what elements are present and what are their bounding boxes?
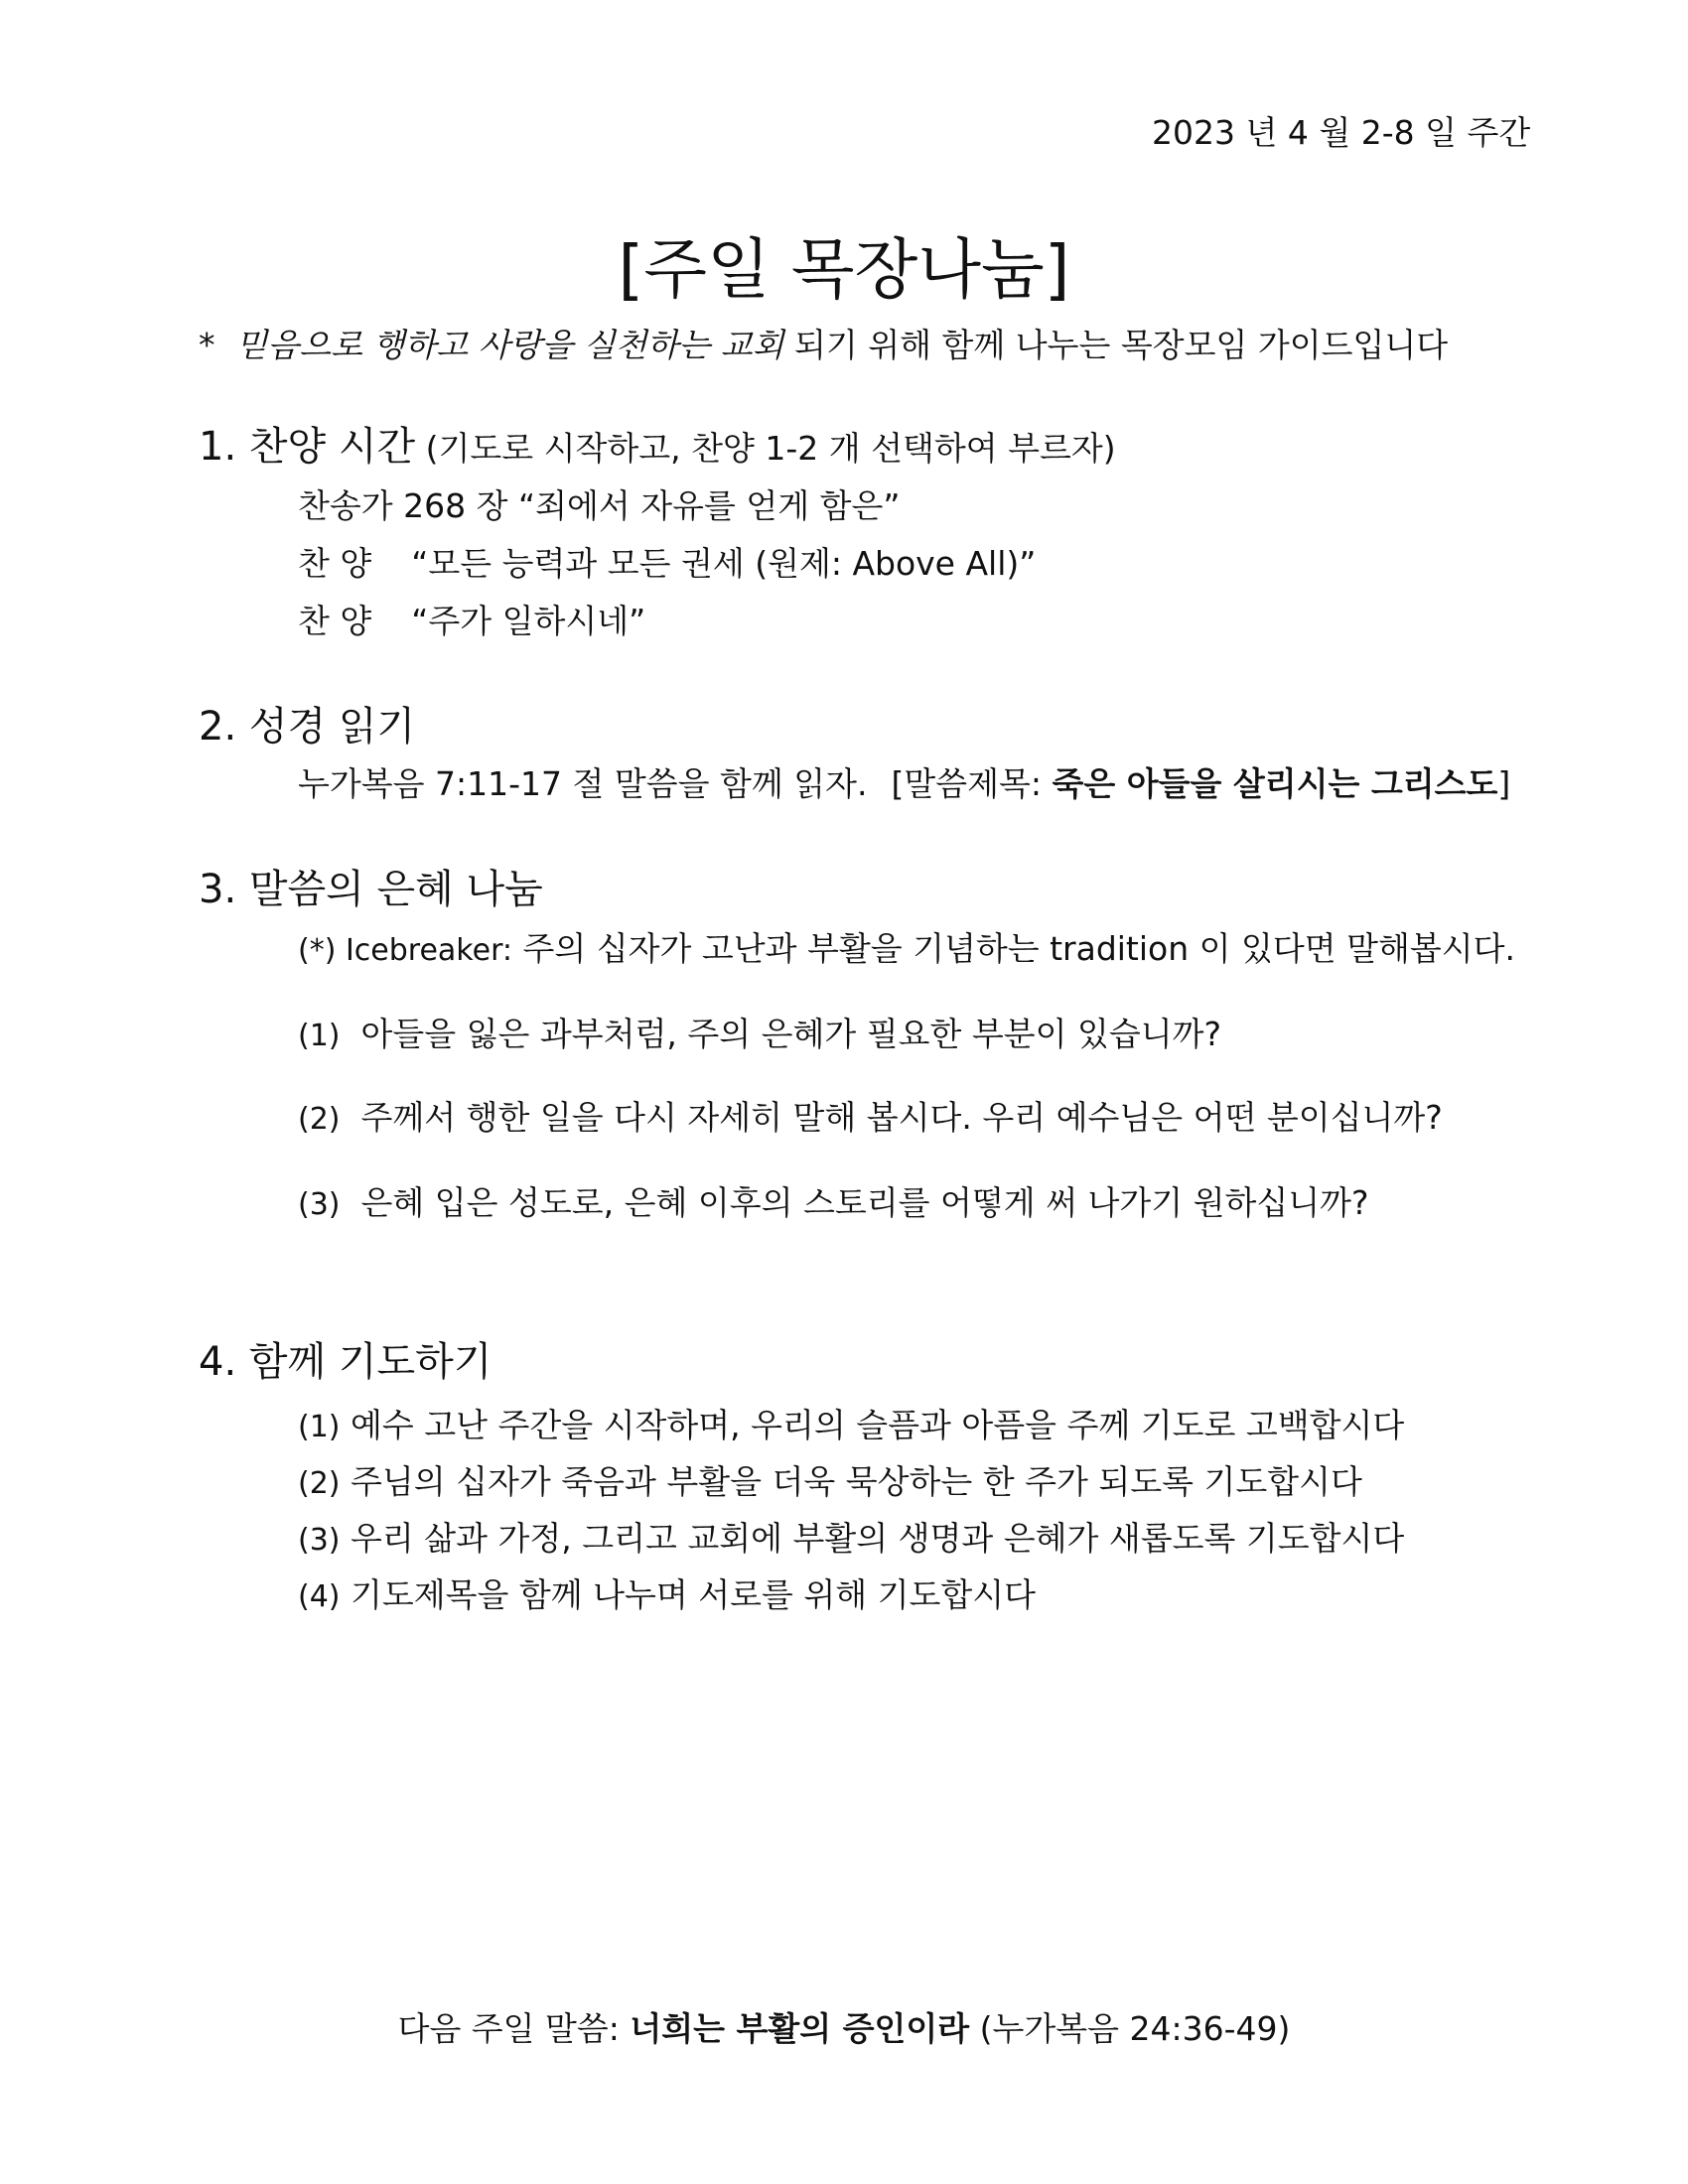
prayer-text: 우리 삶과 가정, 그리고 교회에 부활의 생명과 은혜가 새롭도록 기도합시다 xyxy=(351,1519,1405,1558)
praise-item xyxy=(298,596,645,642)
praise-title: “모든 능력과 모든 권세 (원제: Above All)” xyxy=(411,544,1037,583)
icebreaker-label: (*) Icebreaker: xyxy=(298,933,512,968)
prayer-text: 예수 고난 주간을 시작하며, 우리의 슬픔과 아픔을 주께 기도로 고백합시다 xyxy=(351,1406,1405,1444)
hymn-label: 찬송가 268 장 xyxy=(298,486,508,525)
sermon-title-prefix: [말씀제목: xyxy=(891,764,1053,803)
document-date: 2023 년 4 월 2-8 일 주간 xyxy=(1152,113,1531,152)
praise-label: 찬 양 xyxy=(298,544,372,583)
next-sermon-footer xyxy=(0,2003,1688,2050)
section-sharing-heading: 3. 말씀의 은혜 나눔 xyxy=(199,867,543,912)
sermon-title-suffix: ] xyxy=(1497,764,1511,803)
next-sermon-title: 너희는 부활의 증인이라 xyxy=(630,2009,970,2048)
section-note: (기도로 시작하고, 찬양 1-2 개 선택하여 부르자) xyxy=(415,429,1116,468)
intro-asterisk: * xyxy=(199,326,215,364)
prayer-text: 주님의 십자가 죽음과 부활을 더욱 묵상하는 한 주가 되도록 기도합시다 xyxy=(351,1462,1362,1501)
prayer-item xyxy=(298,1513,1404,1560)
question-number: (3) xyxy=(298,1187,341,1222)
prayer-number: (2) xyxy=(298,1466,341,1501)
section-heading-text: 1. 찬양 시간 xyxy=(199,424,416,470)
prayer-number: (3) xyxy=(298,1523,341,1558)
hymn-item xyxy=(298,480,900,527)
footer-label: 다음 주일 말씀: xyxy=(397,2009,631,2048)
question-item xyxy=(298,1092,1443,1139)
prayer-item xyxy=(298,1456,1362,1503)
intro-text: 되기 위해 함께 나누는 목장모임 가이드입니다 xyxy=(783,326,1449,364)
icebreaker-line xyxy=(298,923,1515,970)
question-text: 은혜 입은 성도로, 은혜 이후의 스토리를 어떻게 써 나가기 원하십니까? xyxy=(360,1183,1369,1222)
icebreaker-text: 주의 십자가 고난과 부활을 기념하는 tradition 이 있다면 말해봅시다. xyxy=(511,929,1516,968)
section-prayer-heading: 4. 함께 기도하기 xyxy=(199,1339,492,1385)
prayer-text: 기도제목을 함께 나누며 서로를 위해 기도합시다 xyxy=(351,1575,1037,1614)
question-number: (1) xyxy=(298,1019,341,1053)
praise-label: 찬 양 xyxy=(298,602,372,640)
question-text: 아들을 잃은 과부처럼, 주의 은혜가 필요한 부분이 있습니까? xyxy=(360,1015,1221,1053)
prayer-item xyxy=(298,1570,1036,1616)
intro-line xyxy=(199,320,1448,366)
prayer-number: (4) xyxy=(298,1579,341,1614)
next-sermon-reference: (누가복음 24:36-49) xyxy=(969,2009,1291,2048)
sermon-title: 죽은 아들을 살리시는 그리스도 xyxy=(1052,764,1498,803)
section-bible-heading: 2. 성경 읽기 xyxy=(199,704,416,750)
reading-text: 누가복음 7:11-17 절 말씀을 함께 읽자. xyxy=(298,764,868,803)
praise-item xyxy=(298,538,1036,585)
prayer-number: (1) xyxy=(298,1410,341,1444)
question-item xyxy=(298,1177,1368,1224)
question-number: (2) xyxy=(298,1102,341,1137)
section-praise-heading xyxy=(199,415,1116,472)
intro-emphasis: 믿음으로 행하고 사랑을 실천하는 교회 xyxy=(235,326,784,364)
question-item xyxy=(298,1009,1221,1055)
page-title: [주일 목장나눔] xyxy=(618,231,1070,308)
question-text: 주께서 행한 일을 다시 자세히 말해 봅시다. 우리 예수님은 어떤 분이십니까? xyxy=(360,1098,1443,1137)
hymn-title: “죄에서 자유를 얻게 함은” xyxy=(517,486,901,525)
praise-title: “주가 일하시네” xyxy=(411,602,646,640)
prayer-item xyxy=(298,1400,1404,1446)
bible-reading-line xyxy=(298,758,1510,805)
